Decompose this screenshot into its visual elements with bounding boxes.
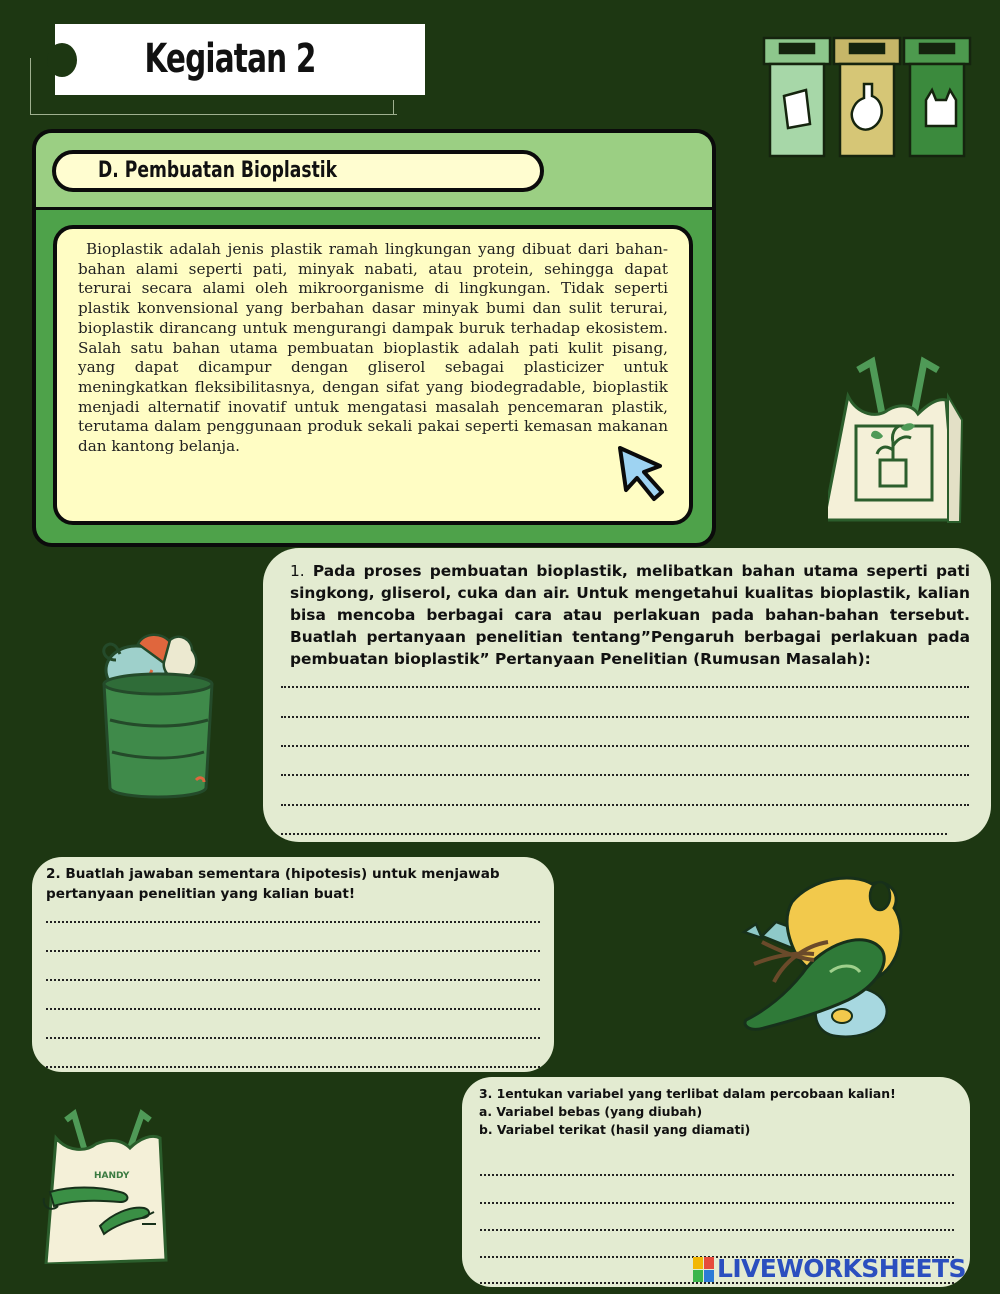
question-3-prompt: 3. 1entukan variabel yang terlibat dalam percobaan kalian!	[479, 1086, 896, 1101]
answer-line[interactable]	[46, 1066, 540, 1068]
page-title: Kegiatan 2	[144, 36, 316, 82]
recycle-bins-icon	[760, 34, 976, 160]
answer-line[interactable]	[480, 1202, 954, 1204]
answer-line[interactable]	[46, 950, 540, 952]
answer-line[interactable]	[46, 1037, 540, 1039]
answer-line[interactable]	[46, 979, 540, 981]
question-3-text	[479, 1085, 959, 1139]
answer-line[interactable]	[480, 1229, 954, 1231]
answer-line[interactable]	[281, 833, 947, 835]
question-1-prompt: Pada proses pembuatan bioplastik, melibatkan bahan utama seperti pati singkong, gliserol, cuka dan air. Untuk mengetahui kualitas bioplastik, kalian bisa mencoba berbagai cara atau perlakuan pada bahan-bahan tersebut. Buatlah pertanyaan penelitian tentang”Pengaruh berbagai perlakuan pada pembuatan bioplastik” Pertanyaan Penelitian (Rumusan Masalah):	[290, 562, 970, 668]
answer-line[interactable]	[46, 1008, 540, 1010]
plant-tote-bag-icon	[828, 356, 970, 542]
section-body-text: Bioplastik adalah jenis plastik ramah lingkungan yang dibuat dari bahan-bahan alami seperti pati, minyak nabati, atau protein, sehingga dapat terurai secara alami oleh mikroorganisme di lingkungan. Tidak seperti plastik konvensional yang berbahan dasar minyak bumi dan sulit terurai, bioplastik dirancang untuk mengurangi dampak buruk terhadap ekosistem. Salah satu bahan utama pembuatan bioplastik adalah pati kulit pisang, yang dapat dicampur dengan gliserol sebagai plasticizer untuk meningkatkan fleksibilitasnya, dengan sifat yang biodegradable, bioplastik menjadi alternatif inovatif untuk mengatasi masalah pencemaran plastik, terutama dalam penggunaan produk sekali pakai seperti kemasan makanan dan kantong belanja.	[78, 240, 668, 456]
question-1-text	[290, 561, 970, 671]
question-2-text: 2. Buatlah jawaban sementara (hipotesis) untuk menjawab pertanyaan penelitian yang kalian buat!	[46, 866, 500, 902]
answer-line[interactable]	[281, 745, 969, 747]
answer-line[interactable]	[480, 1174, 954, 1176]
watermark-text: LIVEWORKSHEETS	[717, 1254, 966, 1283]
liveworksheets-logo-icon	[693, 1257, 715, 1283]
liveworksheets-watermark	[693, 1254, 966, 1284]
question-1-number: 1.	[290, 562, 305, 580]
garbage-pile-icon	[734, 872, 906, 1044]
handy-bag-label: HANDY	[94, 1171, 130, 1181]
answer-line[interactable]	[281, 716, 969, 718]
variable-dependent-label: b. Variabel terikat (hasil yang diamati)	[479, 1122, 751, 1137]
answer-line[interactable]	[281, 686, 969, 688]
answer-line[interactable]	[281, 804, 969, 806]
section-title: D. Pembuatan Bioplastik	[98, 158, 338, 183]
handy-bag-icon	[42, 1108, 172, 1264]
trash-can-icon	[96, 630, 220, 800]
header-frame-tick	[393, 100, 394, 114]
variable-independent-label: a. Variabel bebas (yang diubah)	[479, 1104, 703, 1119]
answer-line[interactable]	[281, 774, 969, 776]
title-banner-notch	[47, 43, 77, 77]
cursor-arrow-icon	[614, 444, 670, 504]
answer-line[interactable]	[46, 921, 540, 923]
